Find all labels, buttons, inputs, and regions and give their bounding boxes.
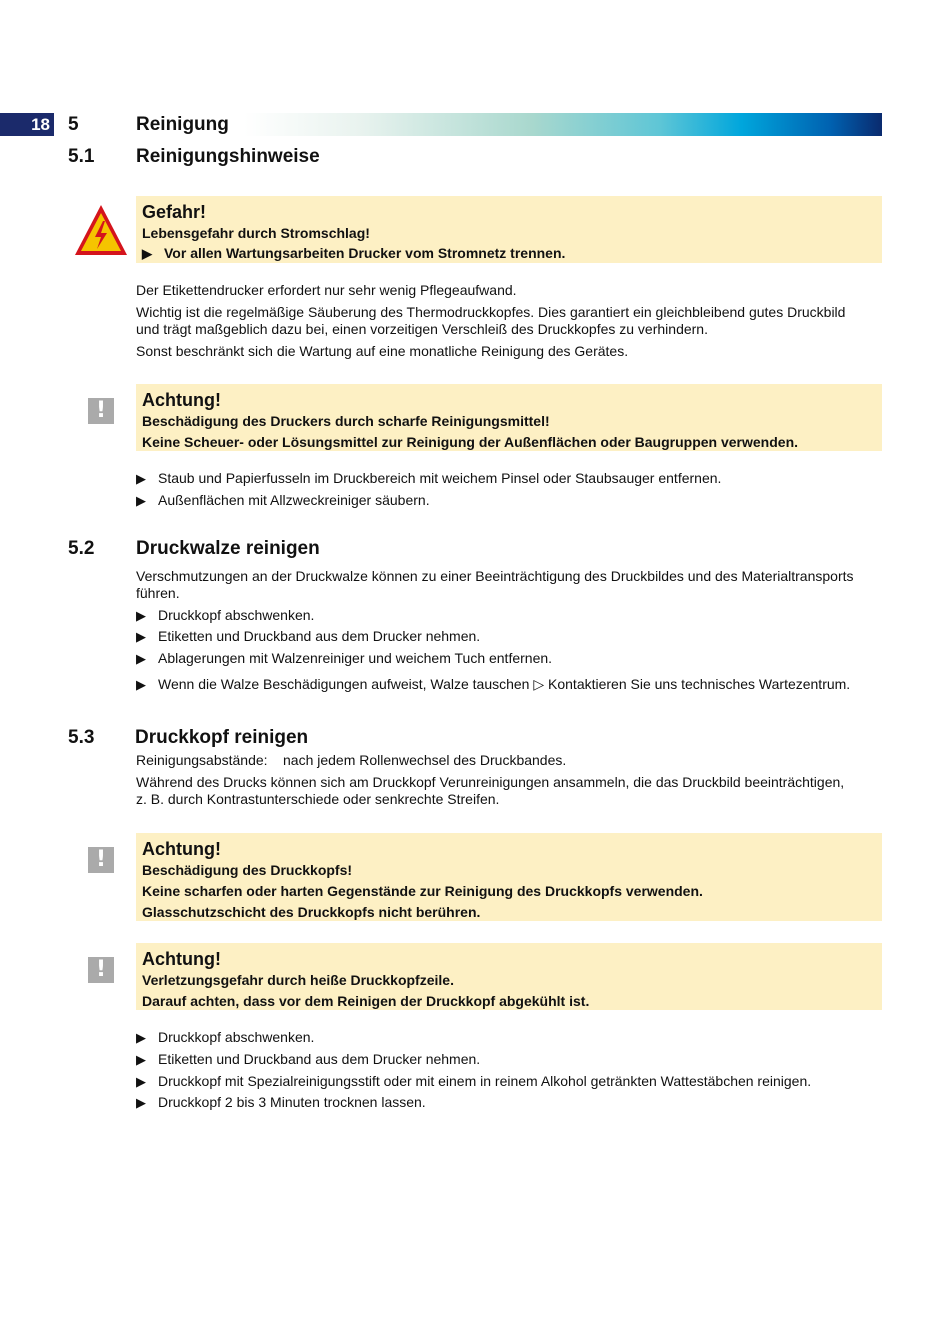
s53-paragraph-b: z. B. durch Kontrastunterschiede oder senkrechte Streifen. [136, 791, 500, 807]
list-item: ▶ Druckkopf 2 bis 3 Minuten trocknen lassen. [136, 1094, 426, 1110]
bullet-arrow-icon: ▶ [136, 471, 146, 486]
danger-line-2: ▶ Vor allen Wartungsarbeiten Drucker vom Stromnetz trennen. [142, 243, 876, 264]
bullet-arrow-icon: ▶ [136, 1030, 146, 1045]
caution-1-title: Achtung! [142, 390, 221, 410]
list-item: ▶ Druckkopf mit Spezialreinigungsstift oder mit einem in reinem Alkohol getränkten Wattestäbchen reinigen. [136, 1073, 812, 1089]
bullet-arrow-icon: ▶ [136, 629, 146, 644]
s52-paragraph-a: Verschmutzungen an der Druckwalze können zu einer Beeinträchtigung des Druckbildes und des Materialtransports [136, 568, 854, 584]
danger-note [136, 196, 882, 263]
s53-paragraph-a: Während des Drucks können sich am Druckkopf Verunreinigungen ansammeln, die das Druckbild beeinträchtigen, [136, 774, 845, 790]
caution-1-line-1: Beschädigung des Druckers durch scharfe Reinigungsmittel! [142, 413, 550, 429]
bullet-arrow-icon: ▶ [136, 1095, 146, 1110]
caution-3-line-1: Verletzungsgefahr durch heiße Druckkopfzeile. [142, 972, 454, 988]
intro-paragraph-1: Der Etikettendrucker erfordert nur sehr wenig Pflegeaufwand. [136, 282, 517, 298]
section-number-5-2: 5.2 [68, 538, 95, 559]
page-number: 18 [0, 113, 54, 136]
caution-exclamation-icon: ! [88, 398, 114, 424]
intro-paragraph-2b: und trägt maßgeblich dazu bei, einen vorzeitigen Verschleiß des Druckkopfes zu verhindern. [136, 321, 708, 337]
caution-note-1 [136, 384, 882, 451]
intro-paragraph-3: Sonst beschränkt sich die Wartung auf eine monatliche Reinigung des Gerätes. [136, 343, 629, 359]
section-title-5-1: Reinigungshinweise [136, 146, 320, 167]
caution-exclamation-icon: ! [88, 847, 114, 873]
danger-line-1: Lebensgefahr durch Stromschlag! [142, 225, 370, 241]
electric-hazard-icon [73, 203, 129, 257]
bullet-arrow-icon: ▶ [136, 677, 146, 692]
chapter-number: 5 [68, 114, 79, 135]
list-item: ▶ Wenn die Walze Beschädigungen aufweist, Walze tauschen ▷ Kontaktieren Sie uns technisches Wartezentrum. [136, 676, 851, 692]
caution-2-line-1: Beschädigung des Druckkopfs! [142, 862, 353, 878]
bullet-arrow-icon: ▶ [136, 1052, 146, 1067]
bullet-arrow-icon: ▶ [136, 493, 146, 508]
bullet-arrow-icon: ▶ [142, 246, 152, 261]
intro-paragraph-2a: Wichtig ist die regelmäßige Säuberung des Thermodruckkopfes. Dies garantiert ein gleichbleibend gutes Druckbild [136, 304, 846, 320]
section-number-5-3: 5.3 [68, 727, 95, 748]
s52-paragraph-b: führen. [136, 585, 180, 601]
caution-3-title: Achtung! [142, 949, 221, 969]
caution-2-line-2: Keine scharfen oder harten Gegenstände zur Reinigung des Druckkopfs verwenden. [142, 883, 703, 899]
caution-exclamation-icon: ! [88, 957, 114, 983]
bullet-arrow-icon: ▶ [136, 651, 146, 666]
danger-title: Gefahr! [142, 202, 207, 222]
list-item: ▶ Druckkopf abschwenken. [136, 1029, 315, 1045]
list-item: ▶ Etiketten und Druckband aus dem Drucker nehmen. [136, 1051, 481, 1067]
list-item: ▶ Außenflächen mit Allzweckreiniger säubern. [136, 492, 430, 508]
cleaning-interval-value: nach jedem Rollenwechsel des Druckbandes. [283, 752, 567, 768]
cleaning-interval-label: Reinigungsabstände: [136, 752, 268, 768]
list-item: ▶ Etiketten und Druckband aus dem Drucker nehmen. [136, 628, 481, 644]
bullet-arrow-icon: ▶ [136, 608, 146, 623]
caution-2-line-3: Glasschutzschicht des Druckkopfs nicht berühren. [142, 904, 481, 920]
header-gradient-bar [244, 113, 882, 136]
list-item: ▶ Druckkopf abschwenken. [136, 607, 315, 623]
caution-note-3 [136, 943, 882, 1010]
chapter-title: Reinigung [136, 114, 229, 135]
caution-1-line-2: Keine Scheuer- oder Lösungsmittel zur Reinigung der Außenflächen oder Baugruppen verwenden. [142, 434, 799, 450]
section-number-5-1: 5.1 [68, 146, 95, 167]
section-title-5-3: Druckkopf reinigen [135, 727, 309, 748]
caution-2-title: Achtung! [142, 839, 221, 859]
list-item: ▶ Staub und Papierfusseln im Druckbereich mit weichem Pinsel oder Staubsauger entfernen. [136, 470, 722, 486]
list-item: ▶ Ablagerungen mit Walzenreiniger und weichem Tuch entfernen. [136, 650, 553, 666]
bullet-arrow-icon: ▶ [136, 1074, 146, 1089]
caution-3-line-2: Darauf achten, dass vor dem Reinigen der Druckkopf abgekühlt ist. [142, 993, 590, 1009]
section-title-5-2: Druckwalze reinigen [136, 538, 320, 559]
caution-note-2 [136, 833, 882, 921]
